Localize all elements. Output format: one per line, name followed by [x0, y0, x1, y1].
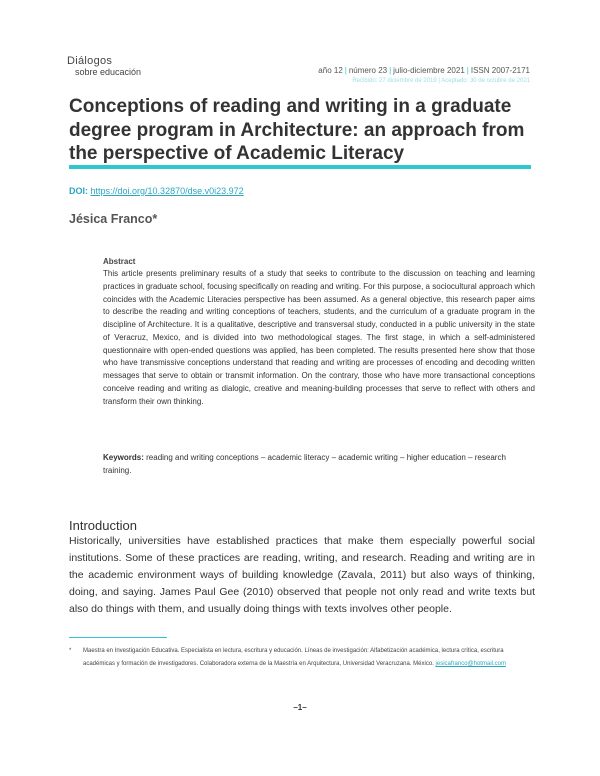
doi-label: DOI: [69, 186, 88, 196]
footnote-text: Maestra en Investigación Educativa. Especialista en lectura, escritura y educación. Líneas de investigación: Alfabetización académica, lectura crítica, escritura académicas y formación de investigadores. Colaboradora externa de la Maestría en Arquitectura, Universidad Veracruzana. México. [83, 648, 504, 667]
issue-volume: año 12 [318, 66, 343, 75]
footnote-divider [69, 637, 167, 638]
author-name: Jésica Franco* [69, 212, 158, 226]
keywords-label: Keywords: [103, 453, 144, 462]
keywords-block [103, 452, 535, 478]
footnote [69, 645, 535, 671]
abstract-heading: Abstract [103, 257, 136, 266]
title-divider [69, 165, 531, 169]
footnote-email-link[interactable]: jesicafranco@hotmail.com [435, 661, 506, 667]
issue-period: julio-diciembre 2021 [393, 66, 465, 75]
journal-logo [67, 55, 162, 81]
logo-line-2: sobre educación [75, 67, 142, 77]
logo-line-1: Diálogos [67, 55, 113, 67]
article-title: Conceptions of reading and writing in a graduate degree program in Architecture: an approach from the perspective of Academic Literacy [69, 96, 525, 164]
abstract-body: This article presents preliminary results of a study that seeks to contribute to the discussion on teaching and learning practices in graduate school, focusing specifically on reading and writing. For this purpose, a sociocultural approach which coincides with the Academic Literacies perspective has been assumed. As a general objective, this research paper aims to describe the reading and writing conceptions of teachers, students, and the curriculum of a graduate program in the discipline of Architecture. It is a qualitative, descriptive and transversal study, conducted in a public university in the state of Veracruz, Mexico, and is divided into two methodological stages. The first stage, in which a self-administered questionnaire with open-ended questions was applied, has been completed. The results presented here show that those who have transmissive conceptions understand that reading and writing are processes of encoding and decoding written messages that serve to obtain or transmit information. On the contrary, those who have more transactional conceptions conceive reading and writing as dialogic, creative and meaning-building processes that serve to reflect with others and transform their own thinking. [103, 269, 535, 406]
introduction-body: Historically, universities have established practices that make them especially powerful social institutions. Some of these practices are reading, writing, and research. Reading and writing are in the academic environment ways of building knowledge (Zavala, 2011) but also ways of thinking, doing, and saying. James Paul Gee (2010) observed that people not only read and write texts but also do things with them, and usually doing things with texts involves other people. [69, 535, 535, 615]
doi-line [69, 186, 244, 196]
issue-number: número 23 [348, 66, 388, 75]
issue-issn: ISSN 2007-2171 [470, 66, 530, 75]
keywords-text: reading and writing conceptions – academic literacy – academic writing – higher education – research training. [103, 453, 506, 475]
introduction-heading: Introduction [69, 518, 137, 533]
received-accepted-dates: Recibido: 27 diciembre de 2019 | Aceptado: 30 de octubre de 2021 [352, 78, 530, 84]
footnote-marker: * [69, 648, 72, 654]
doi-link[interactable]: https://doi.org/10.32870/dse.v0i23.972 [90, 186, 244, 196]
issue-info: año 12 | número 23 | julio-diciembre 2021 | ISSN 2007-2171 [318, 66, 530, 75]
page-number: –1– [293, 703, 307, 712]
